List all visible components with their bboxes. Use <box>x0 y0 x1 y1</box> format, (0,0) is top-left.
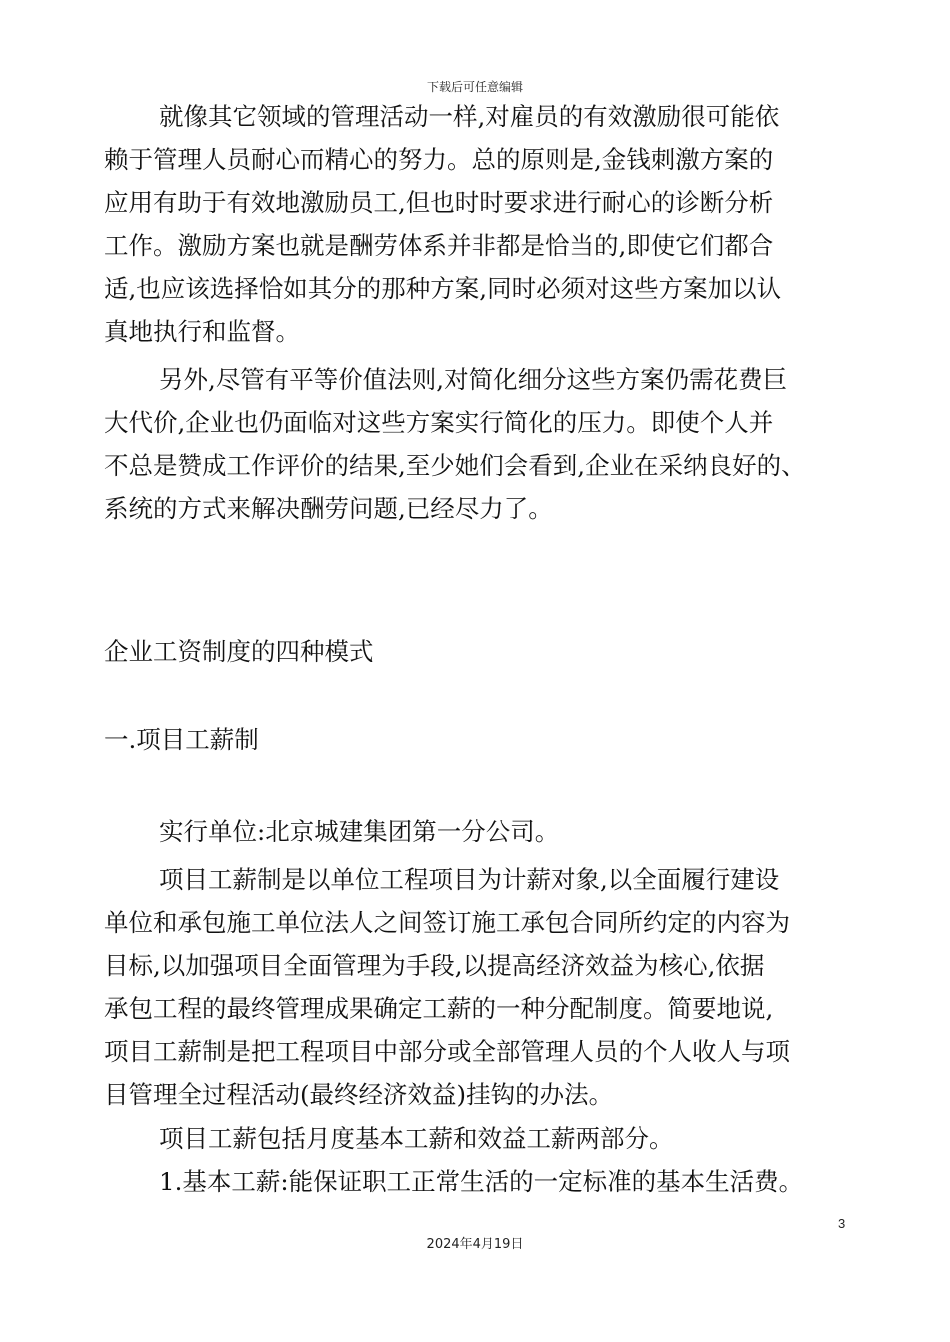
body-line: 目标,以加强项目全面管理为手段,以提高经济效益为核心,依据 <box>104 951 765 980</box>
body-line: 目管理全过程活动(最终经济效益)挂钩的办法。 <box>104 1080 614 1109</box>
body-line: 项目工薪包括月度基本工薪和效益工薪两部分。 <box>159 1124 674 1153</box>
body-line: 项目工薪制是以单位工程项目为计薪对象,以全面履行建设 <box>159 865 780 894</box>
body-line: 系统的方式来解决酬劳问题,已经尽力了。 <box>104 494 553 523</box>
body-line: 真地执行和监督。 <box>104 317 300 346</box>
body-line: 实行单位:北京城建集团第一分公司。 <box>159 817 560 846</box>
body-line: 大代价,企业也仍面临对这些方案实行简化的压力。即使个人并 <box>104 408 774 437</box>
body-line: 承包工程的最终管理成果确定工薪的一种分配制度。简要地说, <box>104 994 774 1023</box>
body-line: 应用有助于有效地激励员工,但也时时要求进行耐心的诊断分析 <box>104 188 774 217</box>
body-line: 不总是赞成工作评价的结果,至少她们会看到,企业在采纳良好的、 <box>104 451 806 480</box>
page-header: 下载后可任意编辑 <box>426 80 523 94</box>
body-line: 另外,尽管有平等价值法则,对简化细分这些方案仍需花费巨 <box>159 365 788 394</box>
body-line: 1.基本工薪:能保证职工正常生活的一定标准的基本生活费。 <box>159 1167 804 1196</box>
body-line: 赖于管理人员耐心而精心的努力。总的原则是,金钱刺激方案的 <box>104 145 774 174</box>
body-line: 单位和承包施工单位法人之间签订施工承包合同所约定的内容为 <box>104 908 790 937</box>
body-line: 就像其它领域的管理活动一样,对雇员的有效激励很可能依 <box>159 102 780 131</box>
body-line: 项目工薪制是把工程项目中部分或全部管理人员的个人收人与项 <box>104 1037 790 1066</box>
body-line: 工作。激励方案也就是酬劳体系并非都是恰当的,即使它们都合 <box>104 231 774 260</box>
footer-date: 2024年4月19日 <box>426 1237 524 1252</box>
subsection-title: 一.项目工薪制 <box>104 725 259 754</box>
body-line: 适,也应该选择恰如其分的那种方案,同时必须对这些方案加以认 <box>104 274 782 303</box>
section-title: 企业工资制度的四种模式 <box>104 637 374 666</box>
page-number: 3 <box>838 1216 846 1231</box>
